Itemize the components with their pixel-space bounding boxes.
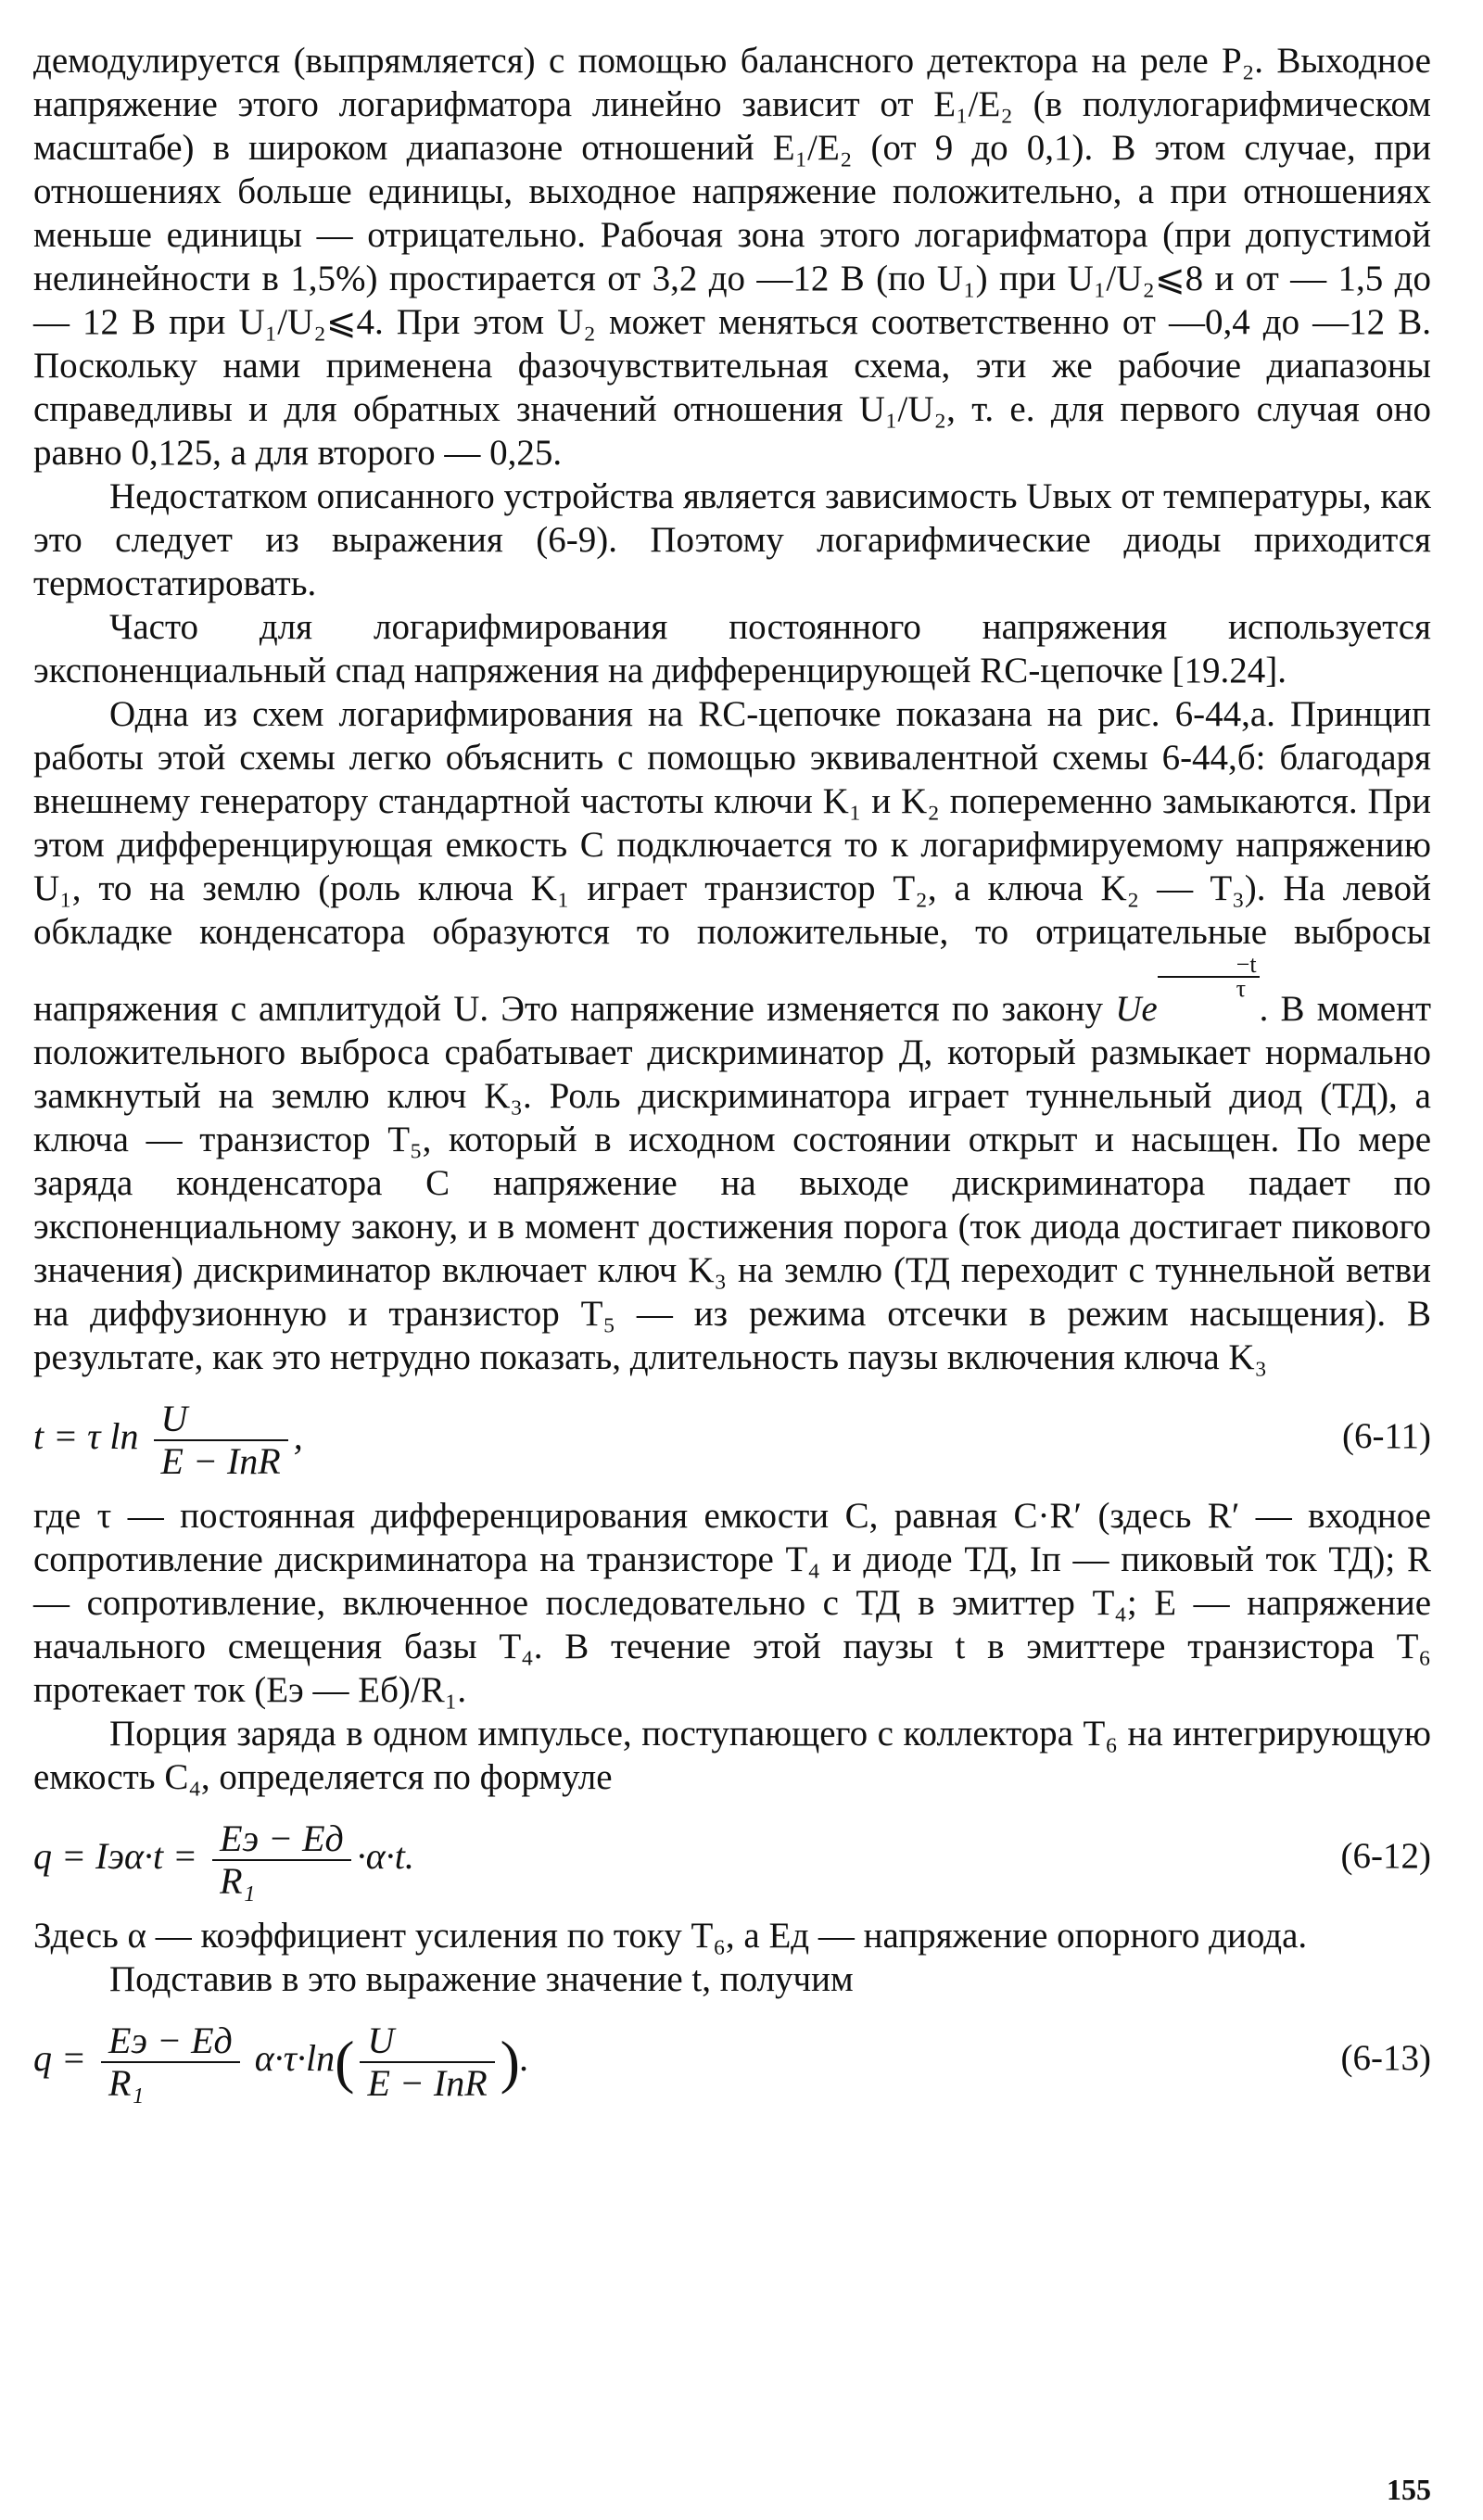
formula-6-13-tail: . xyxy=(519,2037,529,2079)
formula-6-12-numerator: Eэ − Eд xyxy=(212,1818,351,1861)
formula-6-12-denominator: R₁ xyxy=(220,1859,256,1902)
formula-6-13-lhs: q = xyxy=(33,2037,86,2079)
paragraph-continuation: демодулируется (выпрямляется) с помощью балансного детектора на реле P₂. Выходное напряжение этого логарифматора линейно зависит от E₁/E₂ (в полулогарифмическом масштабе) в широком диапазоне отношений E₁/E₂ (от 9 до 0,1). В этом случае, при отношениях больше единицы, выходное напряжение положительно, а при отношениях меньше единицы — отрицательно. Рабочая зона этого логарифматора (при допустимой нелинейности в 1,5%) простирается от 3,2 до —12 В (по U₁) при U₁/U₂⩽8 и от — 1,5 до — 12 В при U₁/U₂⩽4. При этом U₂ может меняться соответственно от —0,4 до —12 В. Поскольку нами применена фазочувствительная схема, эти же рабочие диапазоны справедливы и для обратных значений отношения U₁/U₂, т. е. для первого случая оно равно 0,125, а для второго — 0,25. xyxy=(33,41,1431,473)
exp-law-base: Ue xyxy=(1115,989,1158,1029)
formula-6-11-numerator: U xyxy=(154,1399,288,1441)
formula-6-11 xyxy=(33,1392,1431,1481)
formula-6-12-fraction xyxy=(212,1818,351,1902)
formula-6-13-fraction xyxy=(101,2020,240,2104)
formula-6-11-denominator: E − IпR xyxy=(160,1439,281,1482)
page-number: 155 xyxy=(1387,2473,1431,2506)
left-paren: ( xyxy=(335,2028,355,2095)
formula-6-12-lhs: q = Iэα·t = xyxy=(33,1835,198,1877)
paragraph-charge-portion: Порция заряда в одном импульсе, поступающего с коллектора T₆ на интегрирующую емкость C₄, определяется по формуле xyxy=(33,1714,1431,1797)
formula-6-11-label: (6-11) xyxy=(1341,1416,1431,1456)
paragraph-rc-chain: Часто для логарифмирования постоянного напряжения используется экспоненциальный спад напряжения на дифференцирующей RC-цепочке [19.24]. xyxy=(33,607,1431,690)
formula-6-13-label: (6-13) xyxy=(1340,2038,1431,2078)
exp-law-exponent-num: −t xyxy=(1158,954,1260,978)
formula-6-13-mid: α·τ·ln xyxy=(254,2037,336,2079)
formula-6-13-numerator: Eэ − Eд xyxy=(101,2020,240,2063)
formula-6-12-label: (6-12) xyxy=(1340,1836,1431,1876)
formula-6-12-expression xyxy=(33,1812,1431,1902)
paragraph-scheme-description xyxy=(33,692,1431,1379)
formula-6-11-fraction xyxy=(154,1399,288,1482)
exp-law-exponent xyxy=(1158,951,1260,1002)
right-paren: ) xyxy=(500,2028,520,2095)
formula-6-12-tail: ·α·t. xyxy=(356,1835,414,1877)
paragraph-substitution: Подставив в это выражение значение t, получим xyxy=(109,1959,854,1999)
formula-6-11-expression xyxy=(33,1392,1431,1482)
formula-6-11-tail: , xyxy=(293,1415,303,1457)
formula-6-11-lhs: t = τ ln xyxy=(33,1415,139,1457)
scheme-text-part2: . В момент положительного выброса срабатывает дискриминатор Д, который размыкает нормально замкнутый на землю ключ K₃. Роль дискриминатора играет туннельный диод (ТД), а ключа — транзистор T₅, который в исходном состоянии открыт и насыщен. По мере заряда конденсатора C напряжение на выходе дискриминатора падает по экспоненциальному закону, и в момент достижения порога (ток диода достигает пикового значения) дискриминатор включает ключ K₃ на землю (ТД переходит с туннельной ветви на диффузионную и транзистор T₅ — из режима отсечки в режим насыщения). В результате, как это нетрудно показать, длительность паузы включения ключа K₃ xyxy=(33,989,1431,1377)
text-column xyxy=(33,39,1431,2116)
scheme-text-part1: Одна из схем логарифмирования на RC-цепочке показана на рис. 6-44,а. Принцип работы этой схемы легко объяснить с помощью эквивалентной схемы 6-44,б: благодаря внешнему генератору стандартной частоты ключи K₁ и K₂ попеременно замыкаются. При этом дифференцирующая емкость C подключается то к логарифмируемому напряжению U₁, то на землю (роль ключа K₁ играет транзистор T₂, а ключа K₂ — T₃). На левой обкладке конденсатора образуются то положительные, то отрицательные выбросы напряжения с амплитудой U. Это напряжение изменяется по закону xyxy=(33,694,1431,1029)
paragraph-where-definitions: где τ — постоянная дифференцирования емкости C, равная C·R′ (здесь R′ — входное сопротивление дискриминатора на транзисторе T₄ и диоде ТД, Iп — пиковый ток ТД); R — сопротивление, включенное последовательно с ТД в эмиттер T₄; E — напряжение начального смещения базы T₄. В течение этой паузы t в эмиттере транзистора T₆ протекает ток (Eэ — Eб)/R₁. xyxy=(33,1496,1431,1710)
formula-6-13-inner-fraction xyxy=(360,2020,494,2104)
paragraph-alpha-definition: Здесь α — коэффициент усиления по току T₆, а Eд — напряжение опорного диода. xyxy=(33,1916,1308,1956)
formula-6-13-denominator: R₁ xyxy=(108,2061,145,2104)
exp-law-exponent-den: τ xyxy=(1236,975,1247,1002)
formula-6-13-expression xyxy=(33,2014,1431,2107)
paragraph-drawback: Недостатком описанного устройства является зависимость Uвых от температуры, как это следует из выражения (6-9). Поэтому логарифмические диоды приходится термостатировать. xyxy=(33,476,1431,603)
formula-6-13-inner-numerator: U xyxy=(360,2020,494,2063)
formula-6-13 xyxy=(33,2014,1431,2103)
formula-6-13-inner-denominator: E − IпR xyxy=(367,2061,488,2104)
formula-6-12 xyxy=(33,1812,1431,1901)
